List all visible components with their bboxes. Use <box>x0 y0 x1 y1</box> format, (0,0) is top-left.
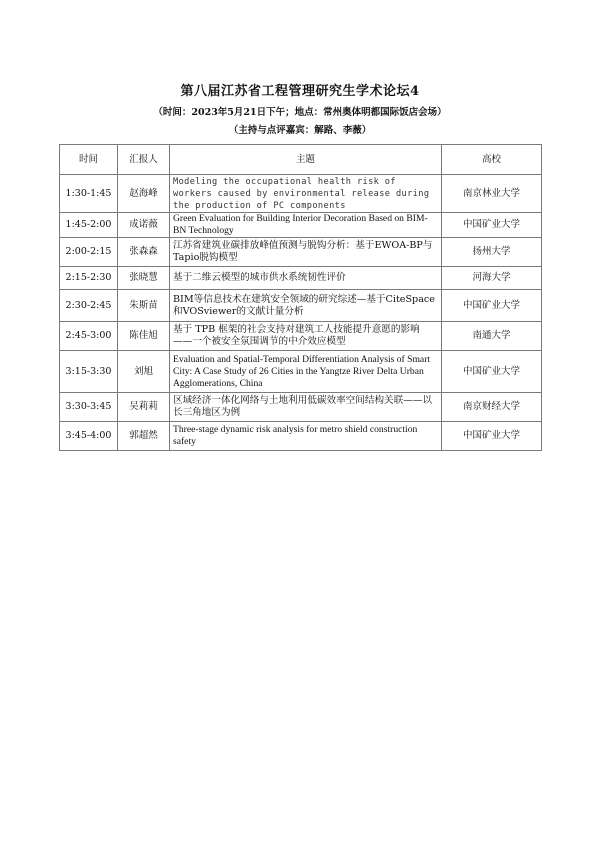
row-school: 河海大学 <box>442 267 542 290</box>
row-school: 南通大学 <box>442 322 542 351</box>
header-topic: 主题 <box>170 145 442 175</box>
table-row <box>60 422 542 451</box>
row-reporter: 张森森 <box>118 238 170 267</box>
row-reporter: 成诺薇 <box>118 213 170 238</box>
row-reporter: 郭超然 <box>118 422 170 451</box>
row-school: 南京财经大学 <box>442 393 542 422</box>
row-school: 中国矿业大学 <box>442 351 542 393</box>
row-reporter: 刘旭 <box>118 351 170 393</box>
row-topic: 基于二维云模型的城市供水系统韧性评价 <box>170 267 442 290</box>
table-row <box>60 290 542 322</box>
row-topic: Green Evaluation for Building Interior Decoration Based on BIM-BN Technology <box>170 213 442 238</box>
row-reporter: 陈佳旭 <box>118 322 170 351</box>
row-reporter: 吴莉莉 <box>118 393 170 422</box>
row-time: 3:30-3:45 <box>60 393 118 422</box>
table-row <box>60 351 542 393</box>
table-row <box>60 175 542 213</box>
row-time: 3:45-4:00 <box>60 422 118 451</box>
header-school: 高校 <box>442 145 542 175</box>
row-school: 中国矿业大学 <box>442 213 542 238</box>
row-reporter: 赵海峰 <box>118 175 170 213</box>
row-topic: Evaluation and Spatial-Temporal Differentiation Analysis of Smart City: A Case Study of 26 Cities in the Yangtze River Delta Urban Agglomerations, China <box>170 351 442 393</box>
time-location-line: （时间：2023年5月21日下午；地点：常州奥体明都国际饭店会场） <box>153 107 447 118</box>
row-school: 南京林业大学 <box>442 175 542 213</box>
header-time: 时间 <box>60 145 118 175</box>
row-topic: 区域经济一体化网络与土地利用低碳效率空间结构关联——以长三角地区为例 <box>170 393 442 422</box>
row-time: 2:30-2:45 <box>60 290 118 322</box>
schedule-table <box>59 144 542 451</box>
table-body <box>60 175 542 451</box>
row-school: 中国矿业大学 <box>442 290 542 322</box>
header-reporter: 汇报人 <box>118 145 170 175</box>
row-time: 1:45-2:00 <box>60 213 118 238</box>
table-row <box>60 238 542 267</box>
row-time: 2:00-2:15 <box>60 238 118 267</box>
row-reporter: 朱斯苗 <box>118 290 170 322</box>
row-topic: 江苏省建筑业碳排放峰值预测与脱钩分析：基于EWOA-BP与Tapio脱钩模型 <box>170 238 442 267</box>
row-time: 2:45-3:00 <box>60 322 118 351</box>
row-time: 1:30-1:45 <box>60 175 118 213</box>
row-topic: Three-stage dynamic risk analysis for metro shield construction safety <box>170 422 442 451</box>
table-row <box>60 267 542 290</box>
table-row <box>60 322 542 351</box>
row-school: 扬州大学 <box>442 238 542 267</box>
forum-title: 第八届江苏省工程管理研究生学术论坛4 <box>180 84 420 99</box>
row-topic: 基于 TPB 框架的社会支持对建筑工人技能提升意愿的影响——一个被安全氛围调节的中介效应模型 <box>170 322 442 351</box>
table-header-row <box>60 145 542 175</box>
host-line: （主持与点评嘉宾：解路、李薇） <box>228 125 372 136</box>
row-topic: BIM等信息技术在建筑安全领域的研究综述—基于CiteSpace和VOSviewer的文献计量分析 <box>170 290 442 322</box>
table-row <box>60 393 542 422</box>
row-school: 中国矿业大学 <box>442 422 542 451</box>
row-time: 3:15-3:30 <box>60 351 118 393</box>
table-row <box>60 213 542 238</box>
row-time: 2:15-2:30 <box>60 267 118 290</box>
row-reporter: 张晓慧 <box>118 267 170 290</box>
row-topic: Modeling the occupational health risk of workers caused by environmental release during the production of PC components <box>170 175 442 213</box>
